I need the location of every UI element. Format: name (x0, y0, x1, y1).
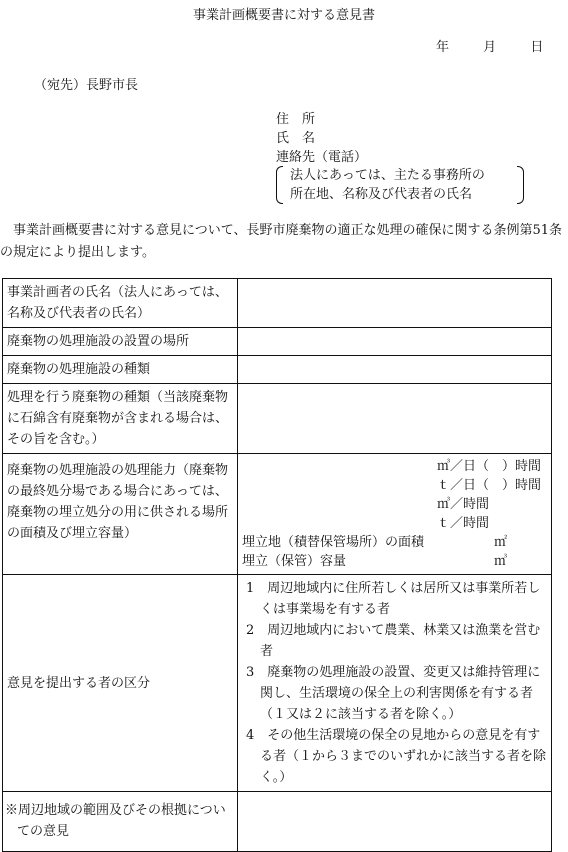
applicant-block (276, 110, 367, 167)
landfill-volume-line (242, 552, 547, 571)
surrounding-area-opinion-field[interactable] (238, 792, 552, 852)
landfill-volume-label: 埋立（保管）容量 (242, 554, 347, 569)
row-label: 意見を提出する者の区分 (3, 575, 238, 792)
table-row (3, 356, 552, 384)
capacity-field[interactable] (238, 454, 552, 575)
applicant-contact-label: 連絡先（電話） (276, 150, 368, 165)
facility-location-field[interactable] (238, 328, 552, 356)
intro-paragraph: 事業計画概要書に対する意見について、長野市廃棄物の適正な処理の確保に関する条例第51条の規定により提出します。 (0, 223, 563, 260)
date-year: 年 (436, 40, 450, 55)
addressee: （宛先）長野市長 (34, 78, 139, 93)
corporate-note-line1: 法人にあっては、主たる事務所の (290, 168, 485, 183)
facility-type-field[interactable] (238, 356, 552, 384)
row-label: 廃棄物の処理施設の設置の場所 (3, 328, 238, 356)
capacity-line: ㎥／時間 (436, 497, 489, 512)
landfill-volume-unit: ㎥ (493, 554, 507, 569)
applicant-address-label: 住 所 (276, 112, 316, 127)
category-option[interactable]: 4 その他生活環境の保全の見地からの意見を有する者（１から３までのいずれかに該当する者を除く。） (246, 728, 547, 785)
landfill-area-label: 埋立地（積替保管場所）の面積 (242, 535, 425, 550)
category-option[interactable]: 2 周辺地域内において農業、林業又は漁業を営む者 (246, 623, 541, 659)
opinion-form-table (2, 278, 552, 852)
table-row (3, 328, 552, 356)
corporate-note-bracket (276, 166, 524, 204)
table-row (3, 384, 552, 454)
category-option[interactable]: 3 廃棄物の処理施設の設置、変更又は維持管理に関し、生活環境の保全上の利害関係を有する者（１又は２に該当する者を除く。） (246, 665, 541, 722)
table-row (3, 454, 552, 575)
row-label: ※周辺地域の範囲及びその根拠についての意見 (3, 792, 238, 852)
table-row (3, 575, 552, 792)
business-planner-name-field[interactable] (238, 279, 552, 328)
left-bracket (276, 166, 283, 204)
row-label: 廃棄物の処理施設の種類 (3, 356, 238, 384)
right-bracket (517, 166, 524, 204)
applicant-name-label: 氏 名 (276, 131, 316, 146)
landfill-area-unit: ㎡ (493, 535, 507, 550)
date-line (436, 36, 543, 55)
table-row (3, 279, 552, 328)
date-day: 日 (530, 40, 544, 55)
landfill-area-line (242, 533, 547, 552)
corporate-note (290, 166, 485, 204)
page-title: 事業計画概要書に対する意見書 (192, 8, 375, 23)
waste-type-field[interactable] (238, 384, 552, 454)
capacity-line: ㎥／日（ ）時間 (436, 459, 541, 474)
row-label: 事業計画者の氏名（法人にあっては、名称及び代表者の氏名） (3, 279, 238, 328)
submitter-category-options (238, 575, 552, 792)
date-month: 月 (483, 40, 497, 55)
capacity-line: ｔ／日（ ）時間 (436, 478, 541, 493)
capacity-line: ｔ／時間 (436, 516, 489, 531)
row-label: 処理を行う廃棄物の種類（当該廃棄物に石綿含有廃棄物が含まれる場合は、その旨を含む。） (3, 384, 238, 454)
corporate-note-line2: 所在地、名称及び代表者の氏名 (290, 187, 473, 202)
row-label: 廃棄物の処理施設の処理能力（廃棄物の最終処分場である場合にあっては、廃棄物の埋立処分の用に供される場所の面積及び埋立容量） (3, 454, 238, 575)
category-option[interactable]: 1 周辺地域内に住所若しくは居所又は事業所若しくは事業場を有する者 (246, 581, 541, 617)
table-row (3, 792, 552, 852)
